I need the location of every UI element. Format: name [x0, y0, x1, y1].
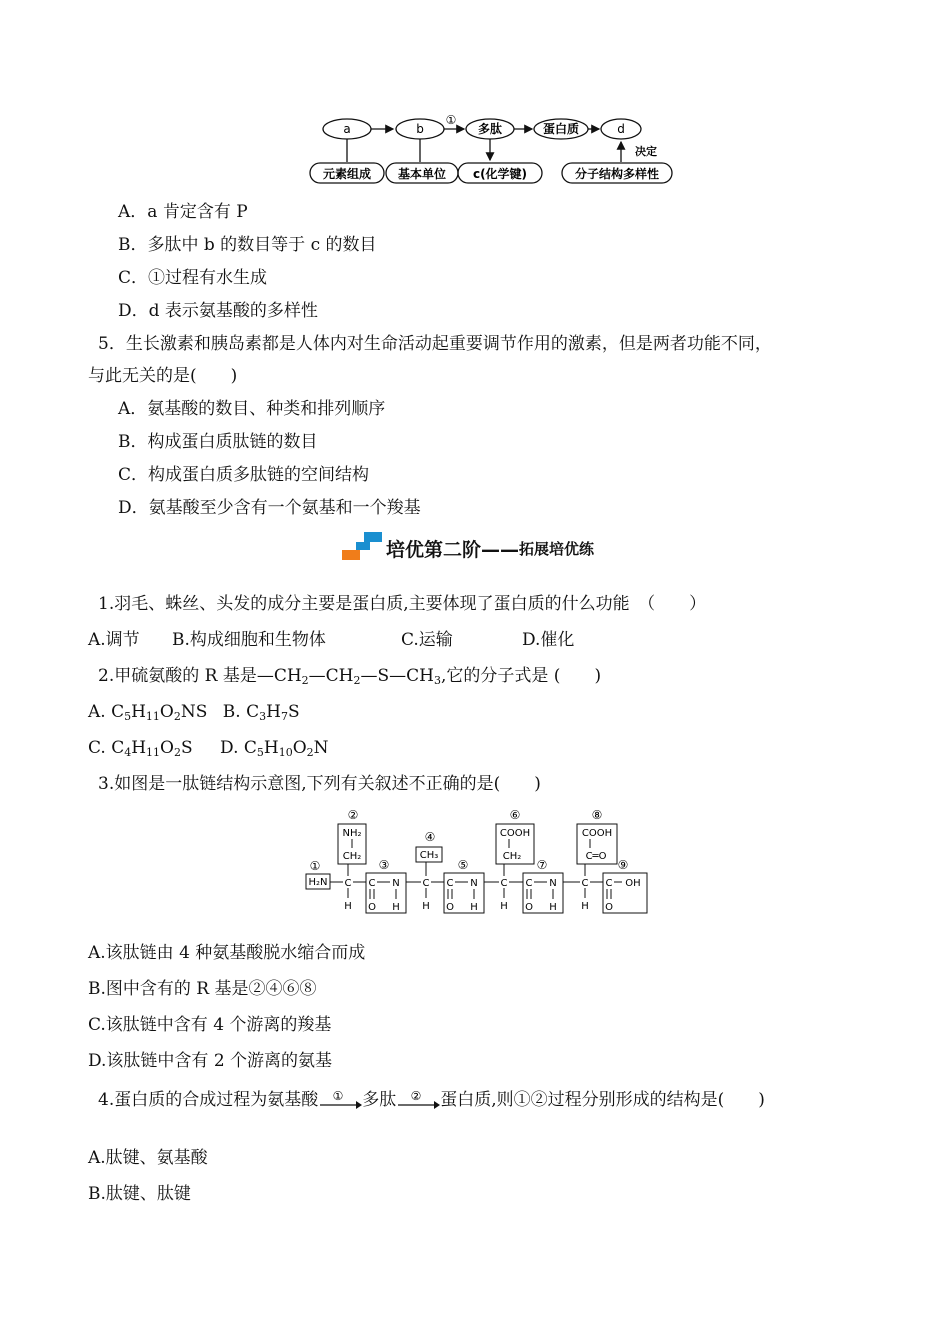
svg-text:C: C — [446, 878, 454, 889]
svg-text:⑧: ⑧ — [591, 808, 603, 822]
svg-text:H: H — [500, 901, 508, 912]
svg-text:O: O — [446, 902, 454, 913]
svg-text:C: C — [344, 878, 352, 889]
svg-text:C: C — [605, 878, 613, 889]
svg-text:④: ④ — [424, 830, 436, 844]
svg-text:H: H — [581, 901, 589, 912]
p3-option-a: A.该肽链由 4 种氨基酸脱水缩合而成 — [88, 943, 366, 963]
svg-text:N: N — [470, 878, 478, 889]
q5-option-b: B．构成蛋白质肽链的数目 — [118, 432, 318, 452]
peptide-chain-diagram — [300, 806, 660, 914]
q5-option-d: D．氨基酸至少含有一个氨基和一个羧基 — [118, 498, 421, 518]
box-basic-unit: 基本单位 — [397, 167, 447, 181]
svg-text:H: H — [470, 902, 478, 913]
p4-option-a: A.肽键、氨基酸 — [88, 1148, 208, 1168]
svg-text:COOH: COOH — [581, 828, 613, 839]
node-b-label: b — [416, 122, 424, 136]
svg-text:O: O — [605, 902, 613, 913]
q5-option-a: A．氨基酸的数目、种类和排列顺序 — [118, 399, 386, 419]
svg-text:②: ② — [410, 1088, 422, 1103]
node-d-label: d — [617, 122, 625, 136]
q5-stem-line1: 5．生长激素和胰岛素都是人体内对生命活动起重要调节作用的激素，但是两者功能不同， — [98, 334, 772, 354]
svg-text:COOH: COOH — [499, 828, 531, 839]
svg-text:O: O — [525, 902, 533, 913]
p1-option-a: A.调节 — [88, 630, 140, 650]
p2-stem: 2.甲硫氨酸的 R 基是$—CH_2—CH_2—S—CH_3$,它的分子式是 ( ) — [98, 666, 602, 687]
svg-text:C: C — [368, 878, 376, 889]
svg-text:H: H — [392, 902, 400, 913]
p1-option-d: D.催化 — [522, 630, 575, 650]
svg-text:⑤: ⑤ — [457, 858, 469, 872]
p3-option-b: B.图中含有的 R 基是②④⑥⑧ — [88, 979, 317, 999]
step-1-arrow — [318, 1089, 362, 1113]
node-protein-label: 蛋白质 — [542, 122, 580, 136]
p2-option-a: A. $C_5H_{11}O_2NS$ — [88, 702, 208, 723]
p3-option-d: D.该肽链中含有 2 个游离的氨基 — [88, 1051, 333, 1071]
protein-concept-diagram — [300, 112, 690, 192]
q5-option-c: C．构成蛋白质多肽链的空间结构 — [118, 465, 370, 485]
section-title — [340, 528, 594, 568]
svg-text:H: H — [549, 902, 557, 913]
p2-options-row1 — [88, 700, 300, 724]
svg-text:N: N — [549, 878, 557, 889]
svg-text:H: H — [422, 901, 430, 912]
svg-text:⑥: ⑥ — [509, 808, 521, 822]
p2-option-c: C. $C_4H_{11}O_2S$ — [88, 738, 193, 759]
box-chemical-bond: c(化学键) — [472, 167, 528, 181]
svg-text:H: H — [344, 901, 352, 912]
box-element-composition: 元素组成 — [322, 167, 372, 181]
p1-stem: 1.羽毛、蛛丝、头发的成分主要是蛋白质,主要体现了蛋白质的什么功能 （ ） — [98, 594, 707, 614]
svg-text:C: C — [581, 878, 589, 889]
p2-option-b: B. $C_3H_7S$ — [222, 702, 300, 723]
svg-text:①: ① — [309, 859, 321, 873]
svg-text:①: ① — [332, 1088, 344, 1103]
section-title-icon — [340, 530, 384, 566]
p2-option-d: D. $C_5H_{10}O_2N$ — [220, 738, 329, 759]
svg-text:⑨: ⑨ — [617, 858, 629, 872]
svg-text:N: N — [392, 878, 400, 889]
q4-option-c: C．①过程有水生成 — [118, 268, 268, 288]
q4-option-d: D．d 表示氨基酸的多样性 — [118, 301, 318, 321]
svg-text:OH: OH — [625, 878, 641, 889]
svg-text:③: ③ — [378, 858, 390, 872]
svg-text:H₂N: H₂N — [308, 877, 328, 888]
svg-text:O: O — [368, 902, 376, 913]
svg-text:CH₃: CH₃ — [419, 850, 439, 861]
p4-option-b: B.肽键、肽键 — [88, 1184, 191, 1204]
q5-stem-line2: 与此无关的是( ) — [88, 366, 238, 386]
section-title-sub: 拓展培优练 — [519, 539, 595, 558]
svg-text:CH₂: CH₂ — [342, 851, 362, 862]
step-2-arrow — [396, 1089, 440, 1113]
section-title-main: 培优第二阶—— — [386, 538, 520, 561]
step-1-label: ① — [445, 113, 457, 127]
decide-label: 决定 — [635, 145, 657, 158]
svg-text:C: C — [525, 878, 533, 889]
p2-options-row2 — [88, 736, 329, 760]
q4-option-a: A．a 肯定含有 P — [118, 202, 248, 222]
node-a-label: a — [343, 122, 351, 136]
svg-text:⑦: ⑦ — [536, 858, 548, 872]
box-structure-diversity: 分子结构多样性 — [574, 167, 660, 181]
svg-text:NH₂: NH₂ — [342, 828, 362, 839]
p3-stem: 3.如图是一肽链结构示意图,下列有关叙述不正确的是( ) — [98, 774, 541, 794]
svg-text:C: C — [422, 878, 430, 889]
svg-text:C: C — [500, 878, 508, 889]
p1-option-c: C.运输 — [401, 630, 453, 650]
node-polypeptide-label: 多肽 — [477, 122, 503, 136]
p1-option-b: B.构成细胞和生物体 — [172, 630, 326, 650]
svg-text:C═O: C═O — [585, 851, 607, 862]
p3-option-c: C.该肽链中含有 4 个游离的羧基 — [88, 1015, 332, 1035]
q4-option-b: B．多肽中 b 的数目等于 c 的数目 — [118, 235, 377, 255]
p4-stem: 4.蛋白质的合成过程为氨基酸 ① 多肽 ② 蛋白质,则①②过程分别形成的结构是( ) — [98, 1088, 765, 1113]
svg-text:CH₂: CH₂ — [502, 851, 522, 862]
svg-text:②: ② — [347, 808, 359, 822]
